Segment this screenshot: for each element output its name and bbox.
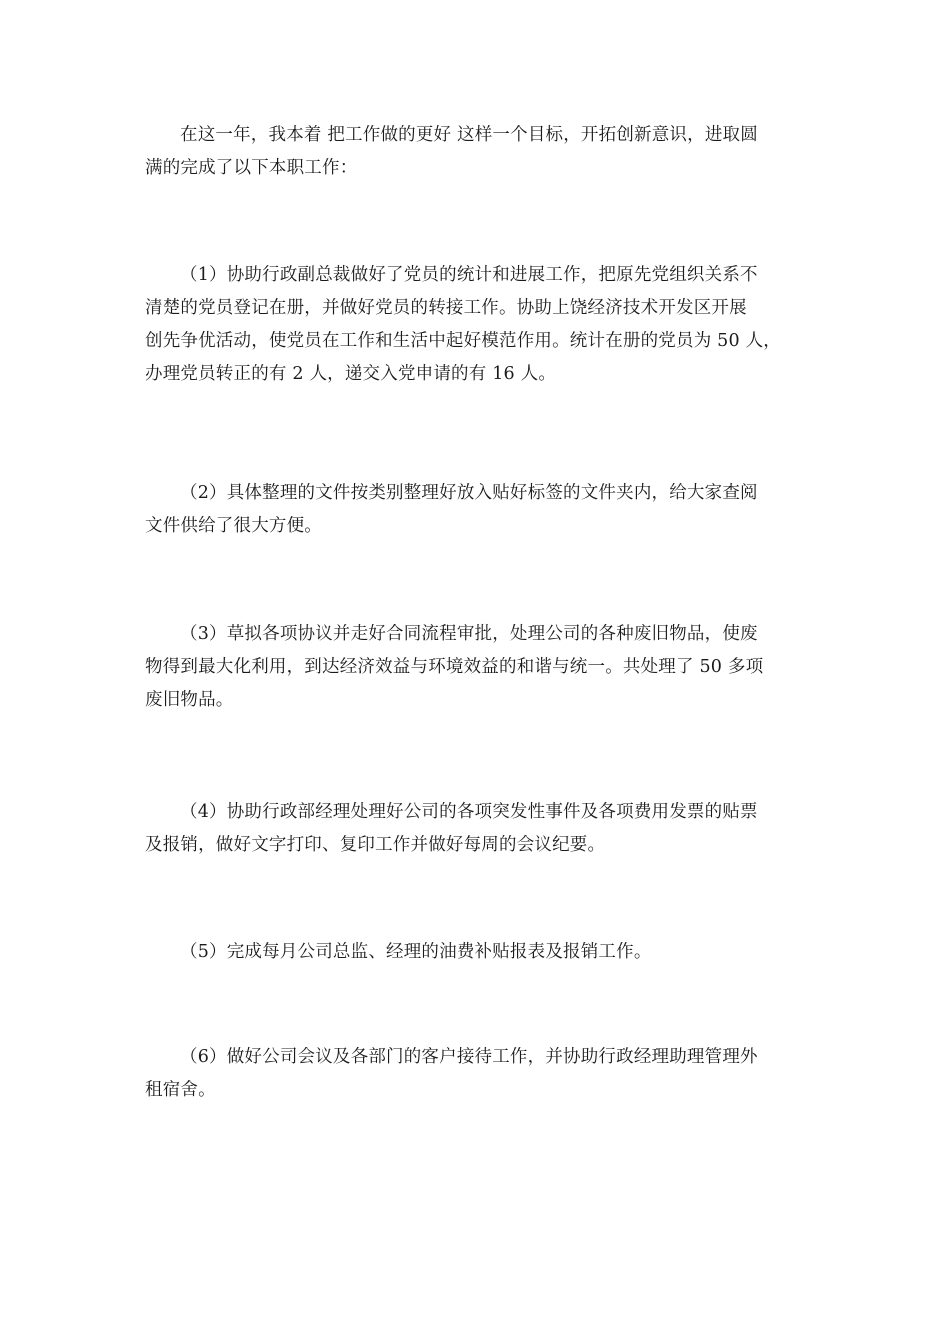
item-2-line-2: 文件供给了很大方便。 [145,516,322,536]
item-3-line-2: 物得到最大化利用，到达经济效益与环境效益的和谐与统一。共处理了 50 多项 [145,657,764,677]
item-3-line-3: 废旧物品。 [145,690,234,710]
intro-line-2: 满的完成了以下本职工作： [145,158,358,178]
item-paragraph-1 [145,259,815,391]
item-paragraph-3 [145,618,815,717]
item-3-line-1: （3）草拟各项协议并走好合同流程审批，处理公司的各种废旧物品，使废 [180,624,758,644]
intro-paragraph [145,119,815,185]
intro-line-1: 在这一年，我本着 把工作做的更好 这样一个目标，开拓创新意识，进取圆 [180,125,758,145]
item-2-line-1: （2）具体整理的文件按类别整理好放入贴好标签的文件夹内，给大家查阅 [180,483,758,503]
item-paragraph-4 [145,796,815,862]
item-paragraph-6 [145,1041,815,1107]
item-1-line-4: 办理党员转正的有 2 人，递交入党申请的有 16 人。 [145,364,557,384]
item-6-line-2: 租宿舍。 [145,1080,216,1100]
item-paragraph-5 [145,936,815,969]
item-paragraph-2 [145,477,815,543]
item-1-line-1: （1）协助行政副总裁做好了党员的统计和进展工作，把原先党组织关系不 [180,265,758,285]
item-5-line-1: （5）完成每月公司总监、经理的油费补贴报表及报销工作。 [180,942,652,962]
item-4-line-1: （4）协助行政部经理处理好公司的各项突发性事件及各项费用发票的贴票 [180,802,758,822]
item-4-line-2: 及报销，做好文字打印、复印工作并做好每周的会议纪要。 [145,835,606,855]
item-6-line-1: （6）做好公司会议及各部门的客户接待工作，并协助行政经理助理管理外 [180,1047,758,1067]
item-1-line-2: 清楚的党员登记在册，并做好党员的转接工作。协助上饶经济技术开发区开展 [145,298,747,318]
item-1-line-3: 创先争优活动，使党员在工作和生活中起好模范作用。统计在册的党员为 50 人， [145,331,781,351]
